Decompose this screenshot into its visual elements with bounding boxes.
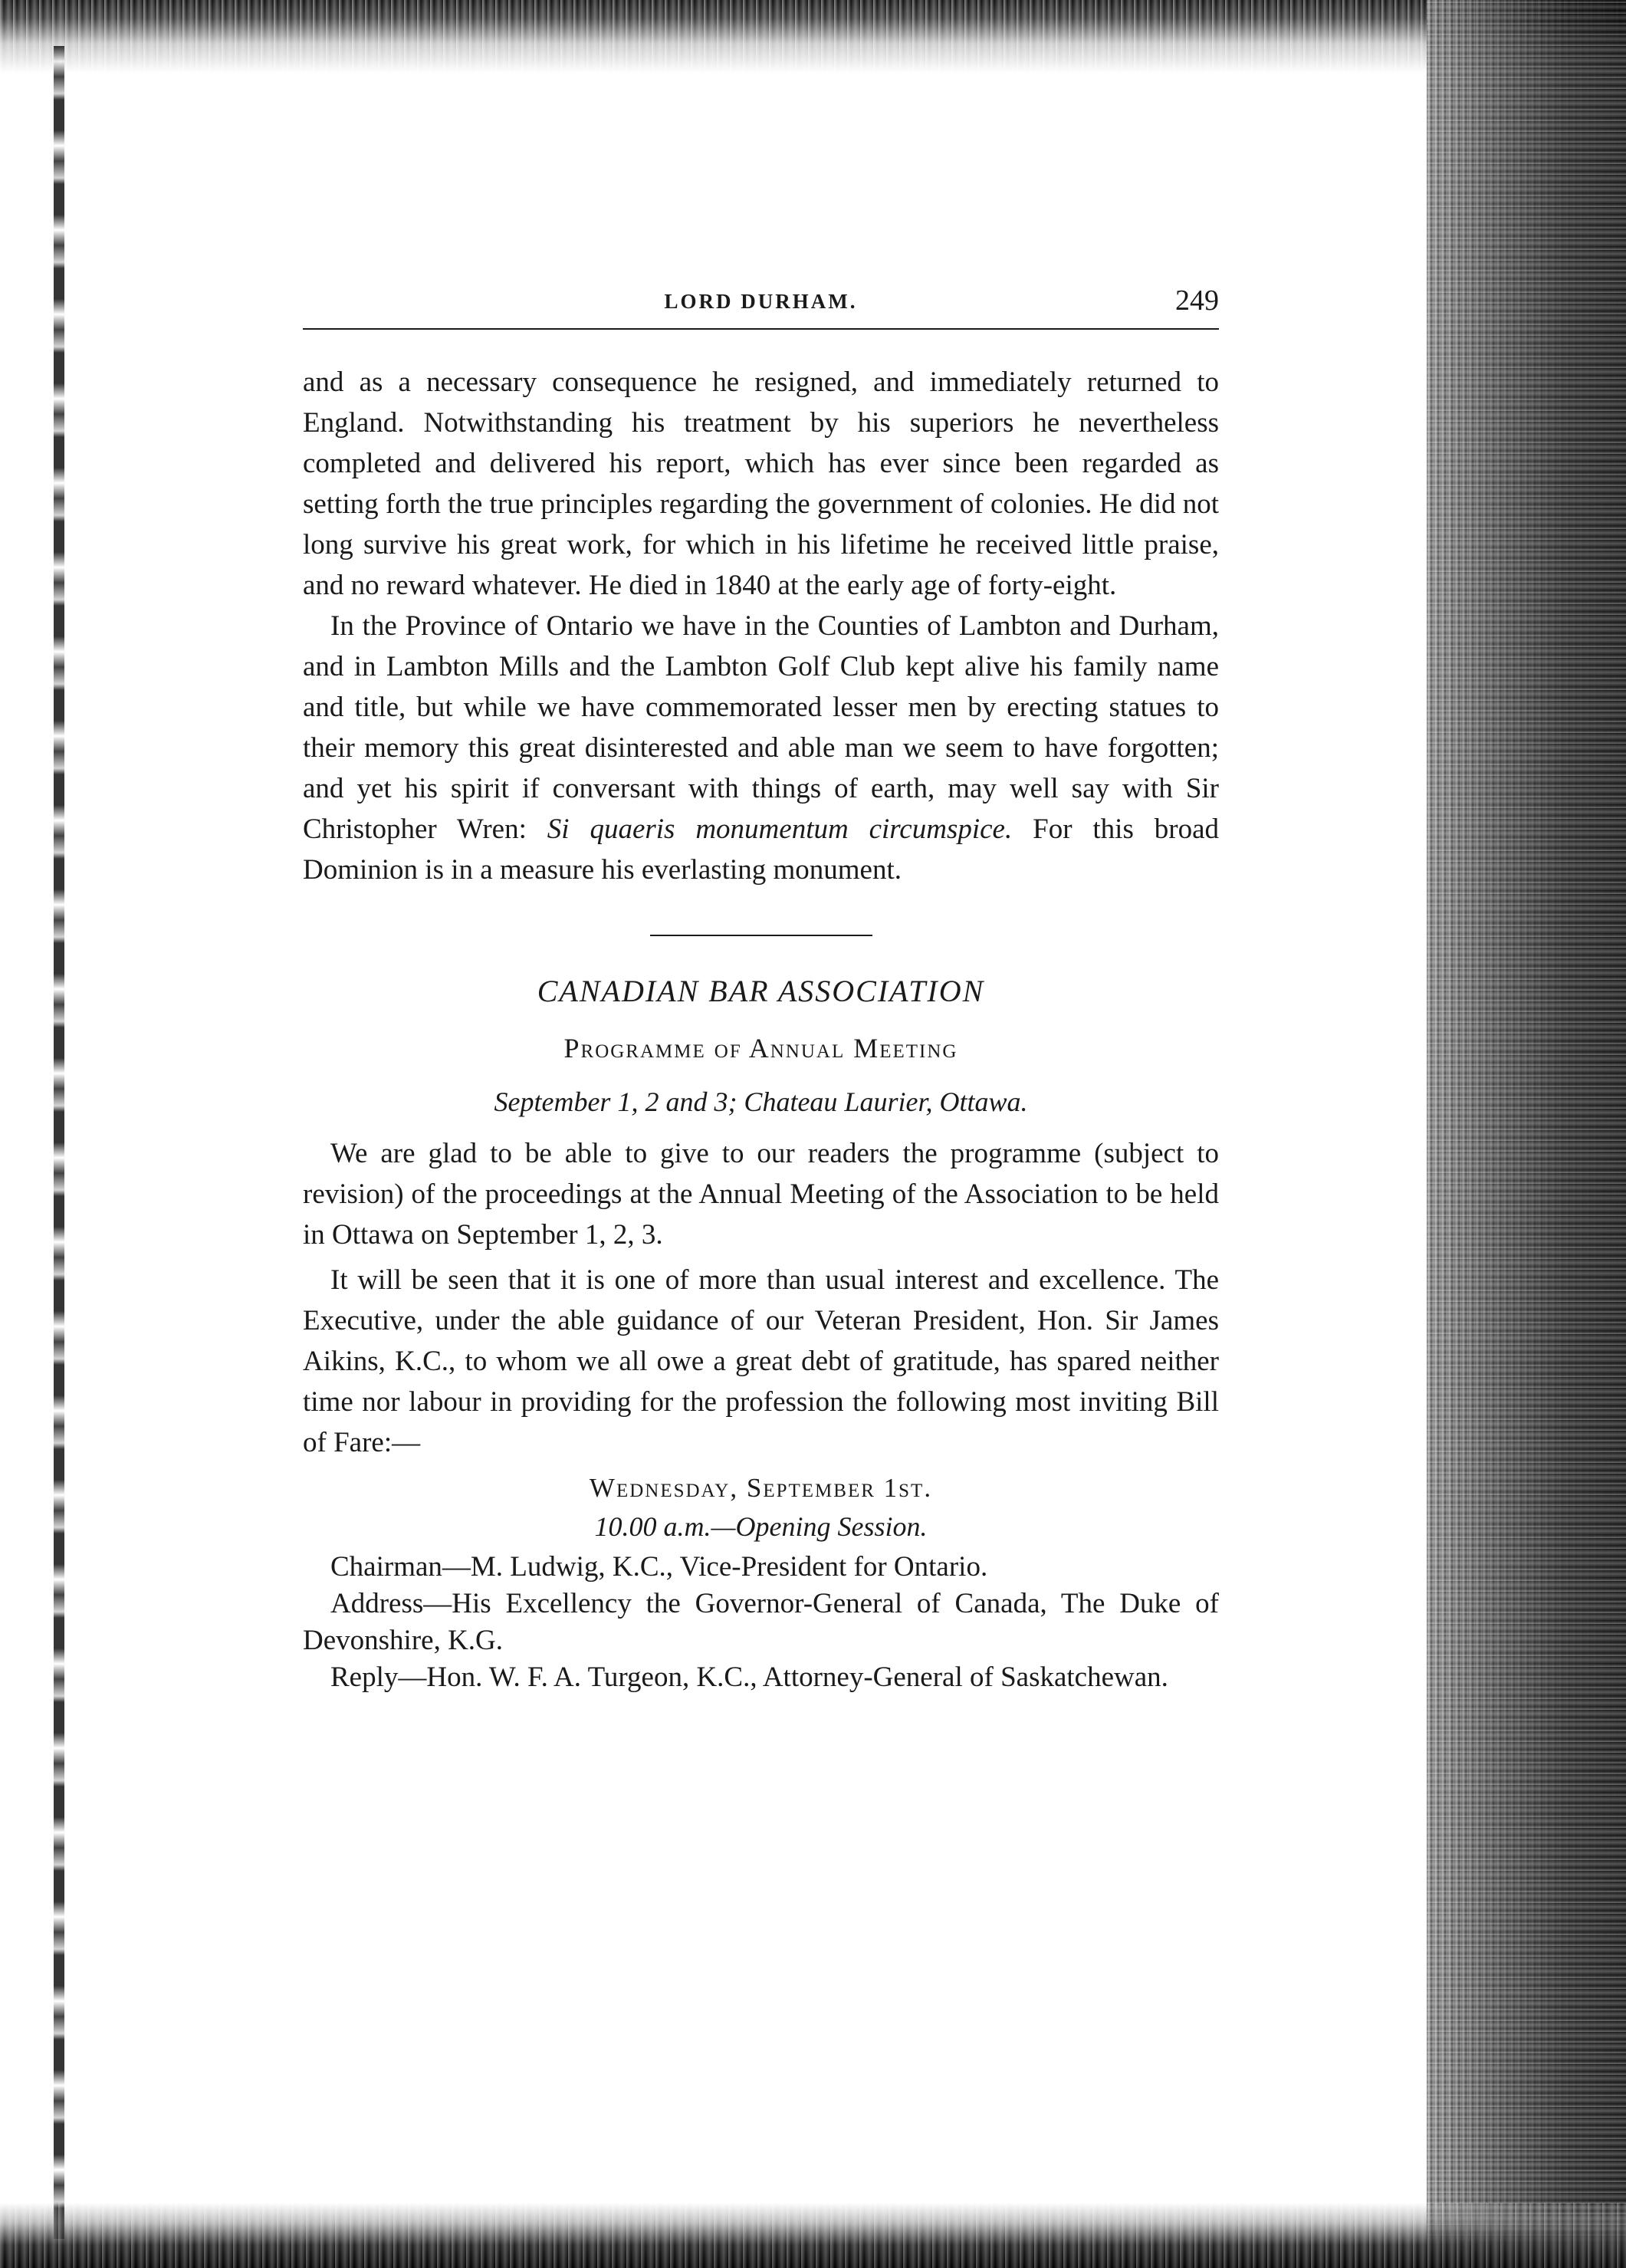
scan-edge-left <box>54 46 64 2239</box>
session-heading: 10.00 a.m.—Opening Session. <box>594 1511 928 1542</box>
section-subtitle: Programme of Annual Meeting <box>563 1033 958 1063</box>
scan-edge-binding <box>1427 0 1626 2268</box>
book-page <box>303 284 1219 1696</box>
section-divider <box>650 935 872 936</box>
day-heading: Wednesday, September 1st. <box>589 1473 933 1503</box>
body-paragraph-1: and as a necessary consequence he resigned, and immediately returned to England. Notwithstanding his treatment by his superiors he nevertheless completed and delivered his report, which has ever since been regarded as setting forth the true principles regarding the government of colonies. He did not long survive his great work, for which in his lifetime he received little praise, and no reward whatever. He died in 1840 at the early age of forty-eight. <box>303 366 1219 601</box>
paragraph-2-conclusion: For this broad Dominion is in a measure his everlasting monument. <box>303 814 1219 886</box>
section-paragraph-2: It will be seen that it is one of more than usual interest and excellence. The Executive, under the able guidance of our Veteran President, Hon. Sir James Aikins, K.C., to whom we all owe a great debt of gratitude, has spared neither time nor labour in providing for the profession the following most inviting Bill of Fare:— <box>303 1264 1219 1458</box>
section-dateline: September 1, 2 and 3; Chateau Laurier, Ottawa. <box>494 1086 1028 1117</box>
latin-quotation: Si quaeris monumentum circumspice. <box>547 814 1013 845</box>
programme-item-reply: Reply—Hon. W. F. A. Turgeon, K.C., Attorney-General of Saskatchewan. <box>330 1662 1168 1693</box>
programme-item-address: Address—His Excellency the Governor-General of Canada, The Duke of Devonshire, K.G. <box>303 1588 1219 1656</box>
section-paragraph-1: We are glad to be able to give to our readers the programme (subject to revision) of the proceedings at the Annual Meeting of the Association to be held in Ottawa on September 1, 2, 3. <box>303 1138 1219 1251</box>
scan-edge-bottom <box>0 2203 1626 2268</box>
programme-item-chairman: Chairman—M. Ludwig, K.C., Vice-President for Ontario. <box>330 1551 988 1583</box>
scan-edge-top <box>0 0 1626 73</box>
section-title: CANADIAN BAR ASSOCIATION <box>537 974 985 1008</box>
page-number: 249 <box>1175 284 1219 317</box>
running-head <box>303 284 1219 322</box>
paragraph-2-text: In the Province of Ontario we have in the Counties of Lambton and Durham, and in Lambton Mills and the Lambton Golf Club kept alive his family name and title, but while we have commemorated lesser men by erecting statues to their memory this great disinterested and able man we seem to have forgotten; and yet his spirit if conversant with things of earth, may well say with Sir Christopher Wren: <box>303 610 1219 845</box>
header-rule <box>303 328 1219 330</box>
body-paragraph-2 <box>303 606 1219 890</box>
running-title: LORD DURHAM. <box>664 290 858 313</box>
